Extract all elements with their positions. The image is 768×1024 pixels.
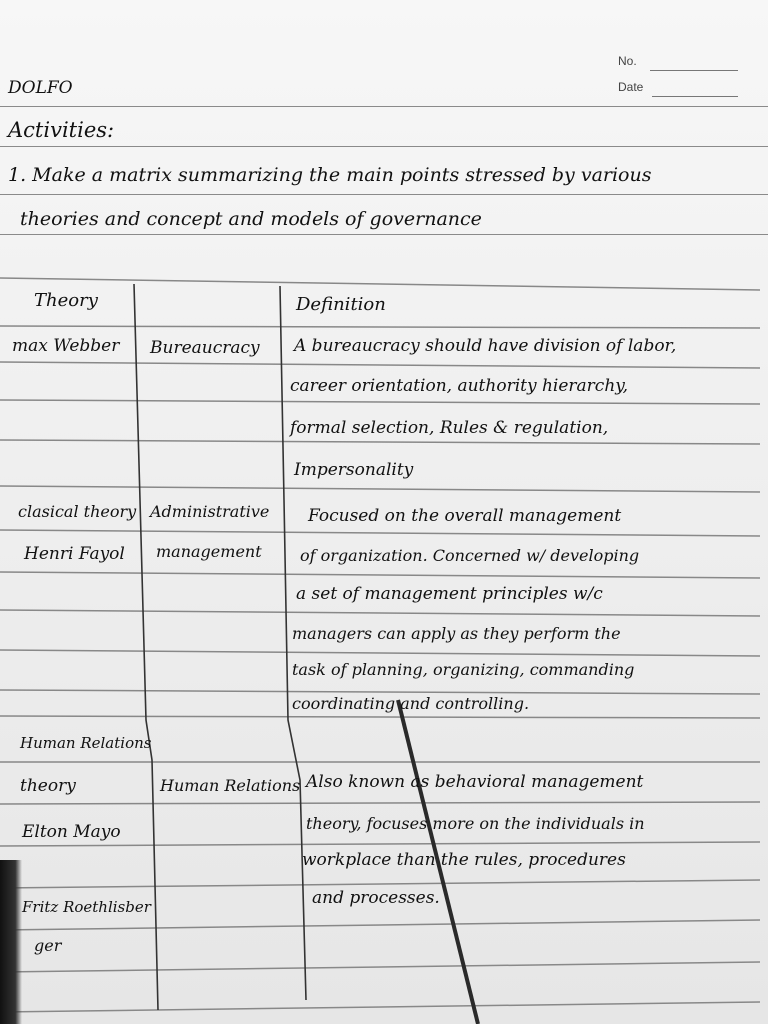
instruction-line-2: theories and concept and models of governance	[20, 208, 482, 230]
definition-line: Impersonality	[294, 460, 414, 480]
theory-cell: ger	[34, 936, 62, 955]
definition-line: managers can apply as they perform the	[292, 624, 621, 643]
instruction-line-1: 1. Make a matrix summarizing the main points stressed by various	[8, 164, 652, 186]
definition-line: coordinating and controlling.	[292, 694, 530, 713]
theory-cell: Human Relations	[20, 734, 152, 752]
theory-cell: max Webber	[12, 336, 120, 356]
definition-line: formal selection, Rules & regulation,	[290, 418, 609, 438]
definition-line: a set of management principles w/c	[296, 584, 603, 604]
theory-cell: Fritz Roethlisber	[22, 898, 151, 916]
definition-line: of organization. Concerned w/ developing	[300, 546, 640, 565]
header-theory: Theory	[34, 290, 98, 311]
theory-cell: Elton Mayo	[22, 822, 121, 842]
definition-line: A bureaucracy should have division of labor,	[294, 336, 677, 356]
category-cell: management	[156, 542, 262, 561]
category-cell: Administrative	[150, 502, 270, 521]
student-name: DOLFO	[8, 78, 73, 98]
definition-line: career orientation, authority hierarchy,	[290, 376, 629, 396]
theory-cell: clasical theory	[18, 502, 137, 521]
definition-line: theory, focuses more on the individuals in	[306, 814, 645, 833]
category-cell: Human Relations	[160, 776, 301, 795]
date-label: Date	[618, 80, 644, 94]
definition-line: Focused on the overall management	[308, 506, 622, 526]
category-cell: Bureaucracy	[150, 338, 260, 358]
page-edge-shadow	[0, 860, 22, 1024]
definition-line: task of planning, organizing, commanding	[292, 660, 635, 679]
activities-heading: Activities:	[8, 118, 115, 142]
definition-line: workplace than the rules, procedures	[302, 850, 626, 870]
header-definition: Definition	[296, 294, 386, 315]
definition-line: Also known as behavioral management	[306, 772, 644, 792]
definition-line: and processes.	[312, 888, 440, 908]
no-label: No.	[618, 54, 637, 68]
theory-cell: Henri Fayol	[24, 544, 125, 564]
theory-cell: theory	[20, 776, 76, 796]
